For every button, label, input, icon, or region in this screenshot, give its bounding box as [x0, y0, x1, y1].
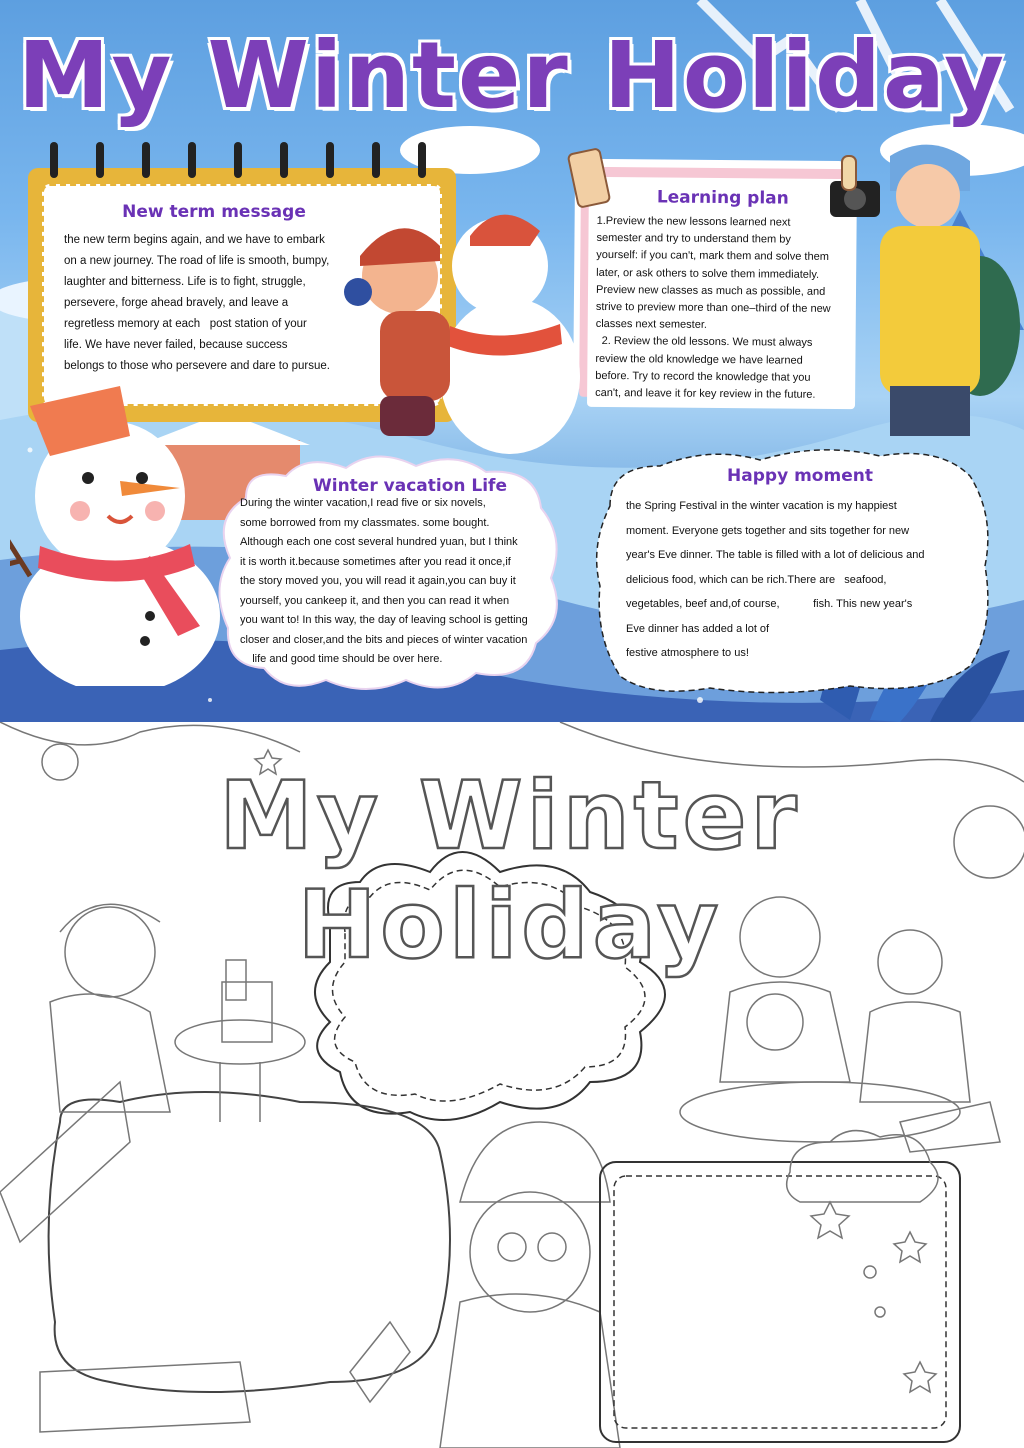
- learning-plan-line: strive to preview more than one–third of the new: [595, 300, 831, 315]
- snowman-illustration: [10, 386, 230, 686]
- learning-plan-card: [587, 177, 857, 409]
- happy-moment-line: the Spring Festival in the winter vacation is my happiest: [626, 500, 897, 512]
- learning-plan-line: 2. Review the old lessons. We must always: [595, 335, 813, 350]
- winter-life-line: closer and closer,and the bits and pieces of winter vacation: [240, 633, 528, 646]
- new-term-line: belongs to those who persevere and dare to pursue.: [64, 360, 330, 372]
- happy-moment-text: [626, 494, 956, 666]
- poster-title: My Winter Holiday: [17, 22, 1007, 129]
- winter-life-text: [240, 494, 550, 670]
- new-term-text: [64, 230, 336, 377]
- learning-plan-text: [595, 213, 849, 404]
- learning-plan-line: can't, and leave it for key review in the future.: [595, 386, 816, 401]
- happy-moment-line: delicious food, which can be rich.There are seafood,: [626, 573, 887, 586]
- learning-plan-line: before. Try to record the knowledge that you: [595, 369, 811, 384]
- happy-moment-line: festive atmosphere to us!: [626, 647, 749, 659]
- learning-plan-line: Preview new classes as much as possible, and: [595, 283, 826, 298]
- winter-life-line: During the winter vacation,I read five or six novels,: [240, 497, 486, 509]
- new-term-line: on a new journey. The road of life is smooth, bumpy,: [64, 255, 330, 267]
- learning-plan-line: review the old knowledge we have learned: [595, 352, 803, 367]
- winter-life-line: Although each one cost several hundred yuan, but I think: [240, 536, 518, 548]
- learning-plan-line: classes next semester.: [595, 318, 708, 332]
- winter-life-title: Winter vacation Life: [313, 476, 507, 496]
- winter-life-line: life and good time should be over here.: [240, 653, 443, 665]
- winter-life-line: the story moved you, you will read it again,you can buy it: [240, 575, 516, 587]
- coloring-page: [0, 722, 1024, 1448]
- winter-life-line: it is worth it.because sometimes after you read it once,if: [240, 555, 511, 568]
- child-and-snowman-illustration: [340, 196, 580, 456]
- learning-plan-title: Learning plan: [656, 187, 789, 209]
- new-term-line: the new term begins again, and we have to embark: [64, 234, 325, 246]
- winter-life-line: yourself, you cankeep it, and then you can read it when: [240, 594, 510, 607]
- new-term-line: regretless memory at each post station of your: [64, 318, 307, 330]
- photographer-girl-illustration: [820, 136, 1020, 436]
- happy-moment-line: moment. Everyone gets together and sits together for new: [626, 524, 910, 537]
- happy-moment-line: Eve dinner has added a lot of: [626, 622, 770, 635]
- happy-moment-title: Happy moment: [727, 466, 873, 486]
- coloring-page-title: My Winter Holiday: [219, 762, 801, 980]
- learning-plan-line: semester and try to understand them by: [596, 232, 791, 246]
- learning-plan-line: yourself: if you can't, mark them and solve them: [596, 249, 829, 264]
- happy-moment-line: vegetables, beef and,of course, fish. This new year's: [626, 598, 913, 610]
- learning-plan-line: 1.Preview the new lessons learned next: [596, 214, 791, 229]
- new-term-title: New term message: [122, 202, 306, 222]
- winter-life-line: some borrowed from my classmates. some bought.: [240, 516, 490, 529]
- happy-moment-line: year's Eve dinner. The table is filled with a lot of delicious and: [626, 549, 925, 561]
- new-term-line: persevere, forge ahead bravely, and leave a: [64, 297, 289, 309]
- colored-poster: [0, 0, 1024, 722]
- learning-plan-line: later, or ask others to solve them immediately.: [596, 266, 820, 281]
- new-term-line: life. We have never failed, because success: [64, 339, 288, 351]
- new-term-line: laughter and bitterness. Life is to fight, struggle,: [64, 276, 306, 288]
- winter-life-line: you want to! In this way, the day of leaving school is getting: [240, 614, 528, 626]
